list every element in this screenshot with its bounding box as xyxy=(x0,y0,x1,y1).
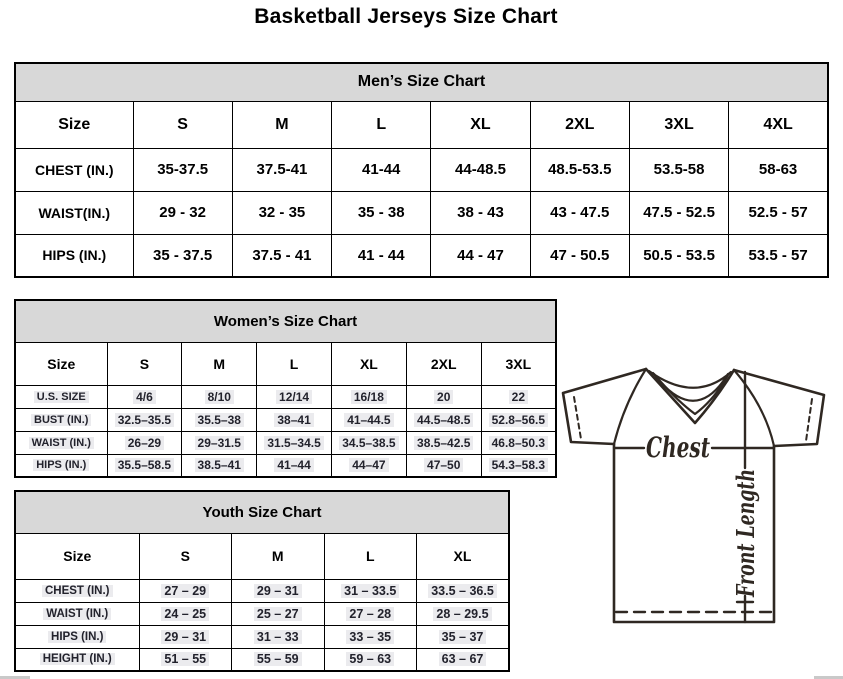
measurement-cell: 35.5–58.5 xyxy=(107,454,182,477)
measurement-cell: 41-44 xyxy=(332,148,431,191)
table-title-row xyxy=(15,491,509,533)
measurement-cell: 46.8–50.3 xyxy=(481,431,556,454)
column-header: S xyxy=(133,101,232,148)
jersey-left-cuff-stitch xyxy=(574,397,581,439)
measurement-cell: 38 - 43 xyxy=(431,191,530,234)
row-label: WAIST (IN.) xyxy=(15,431,107,454)
measurement-cell: 31 – 33.5 xyxy=(324,579,417,602)
jersey-measurement-diagram xyxy=(556,360,840,672)
column-header: S xyxy=(107,342,182,385)
column-header: S xyxy=(139,533,232,579)
measurement-cell: 31 – 33 xyxy=(232,625,325,648)
column-header: M xyxy=(182,342,257,385)
measurement-cell: 37.5-41 xyxy=(232,148,331,191)
table-title: Youth Size Chart xyxy=(15,491,509,533)
measurement-cell: 25 – 27 xyxy=(232,602,325,625)
table-title-row xyxy=(15,63,828,101)
measurement-cell: 35-37.5 xyxy=(133,148,232,191)
column-header: 3XL xyxy=(481,342,556,385)
column-header-row xyxy=(15,101,828,148)
table-row xyxy=(15,579,509,602)
youth-size-table xyxy=(14,490,510,672)
jersey-right-cuff-stitch xyxy=(806,399,812,441)
row-label: HIPS (IN.) xyxy=(15,234,133,277)
measurement-cell: 32.5–35.5 xyxy=(107,408,182,431)
table-title: Men’s Size Chart xyxy=(15,63,828,101)
measurement-cell: 22 xyxy=(481,385,556,408)
measurement-cell: 41–44.5 xyxy=(331,408,406,431)
column-header: L xyxy=(332,101,431,148)
measurement-cell: 52.5 - 57 xyxy=(729,191,828,234)
measurement-cell: 35 - 38 xyxy=(332,191,431,234)
table-row xyxy=(15,648,509,671)
measurement-cell: 16/18 xyxy=(331,385,406,408)
column-header-row xyxy=(15,533,509,579)
column-header: M xyxy=(232,101,331,148)
table-row xyxy=(15,234,828,277)
measurement-cell: 29 – 31 xyxy=(139,625,232,648)
measurement-cell: 33 – 35 xyxy=(324,625,417,648)
column-header: L xyxy=(257,342,332,385)
row-label: HIPS (IN.) xyxy=(15,454,107,477)
row-label: WAIST (IN.) xyxy=(15,602,139,625)
row-label: HEIGHT (IN.) xyxy=(15,648,139,671)
measurement-cell: 32 - 35 xyxy=(232,191,331,234)
measurement-cell: 52.8–56.5 xyxy=(481,408,556,431)
column-header: XL xyxy=(431,101,530,148)
column-header: Size xyxy=(15,101,133,148)
measurement-cell: 27 – 29 xyxy=(139,579,232,602)
jersey-right-armhole-seam xyxy=(734,370,774,446)
row-label: U.S. SIZE xyxy=(15,385,107,408)
column-header: Size xyxy=(15,342,107,385)
row-label: WAIST(IN.) xyxy=(15,191,133,234)
row-label: CHEST (IN.) xyxy=(15,148,133,191)
column-header: 2XL xyxy=(406,342,481,385)
column-header: 3XL xyxy=(629,101,728,148)
mens-size-table xyxy=(14,62,829,278)
measurement-cell: 44–47 xyxy=(331,454,406,477)
row-label: CHEST (IN.) xyxy=(15,579,139,602)
measurement-cell: 51 – 55 xyxy=(139,648,232,671)
measurement-cell: 35 - 37.5 xyxy=(133,234,232,277)
table-title: Women’s Size Chart xyxy=(15,300,556,342)
womens-size-table xyxy=(14,299,557,478)
measurement-cell: 35.5–38 xyxy=(182,408,257,431)
measurement-cell: 59 – 63 xyxy=(324,648,417,671)
measurement-cell: 48.5-53.5 xyxy=(530,148,629,191)
measurement-cell: 47–50 xyxy=(406,454,481,477)
measurement-cell: 12/14 xyxy=(257,385,332,408)
table-row xyxy=(15,148,828,191)
measurement-cell: 47 - 50.5 xyxy=(530,234,629,277)
row-label: HIPS (IN.) xyxy=(15,625,139,648)
measurement-cell: 41 - 44 xyxy=(332,234,431,277)
column-header: 4XL xyxy=(729,101,828,148)
table-title-row xyxy=(15,300,556,342)
measurement-cell: 27 – 28 xyxy=(324,602,417,625)
measurement-cell: 37.5 - 41 xyxy=(232,234,331,277)
table-row xyxy=(15,602,509,625)
measurement-cell: 44-48.5 xyxy=(431,148,530,191)
measurement-cell: 29 - 32 xyxy=(133,191,232,234)
table-row xyxy=(15,454,556,477)
page-title: Basketball Jerseys Size Chart xyxy=(254,5,558,28)
table-row xyxy=(15,431,556,454)
measurement-cell: 63 – 67 xyxy=(417,648,510,671)
measurement-cell: 20 xyxy=(406,385,481,408)
column-header: M xyxy=(232,533,325,579)
measurement-cell: 4/6 xyxy=(107,385,182,408)
measurement-cell: 34.5–38.5 xyxy=(331,431,406,454)
measurement-cell: 47.5 - 52.5 xyxy=(629,191,728,234)
measurement-cell: 58-63 xyxy=(729,148,828,191)
column-header: XL xyxy=(417,533,510,579)
measurement-cell: 26–29 xyxy=(107,431,182,454)
measurement-cell: 53.5 - 57 xyxy=(729,234,828,277)
measurement-cell: 8/10 xyxy=(182,385,257,408)
measurement-cell: 44 - 47 xyxy=(431,234,530,277)
measurement-cell: 33.5 – 36.5 xyxy=(417,579,510,602)
measurement-cell: 54.3–58.3 xyxy=(481,454,556,477)
measurement-cell: 35 – 37 xyxy=(417,625,510,648)
column-header: 2XL xyxy=(530,101,629,148)
measurement-cell: 53.5-58 xyxy=(629,148,728,191)
column-header-row xyxy=(15,342,556,385)
measurement-cell: 41–44 xyxy=(257,454,332,477)
measurement-cell: 29–31.5 xyxy=(182,431,257,454)
column-header: L xyxy=(324,533,417,579)
row-label: BUST (IN.) xyxy=(15,408,107,431)
table-row xyxy=(15,385,556,408)
front-length-label: Front Length xyxy=(731,419,760,597)
chest-label: Chest xyxy=(646,431,711,464)
measurement-cell: 43 - 47.5 xyxy=(530,191,629,234)
table-row xyxy=(15,191,828,234)
measurement-cell: 38–41 xyxy=(257,408,332,431)
measurement-cell: 31.5–34.5 xyxy=(257,431,332,454)
table-row xyxy=(15,408,556,431)
column-header: XL xyxy=(331,342,406,385)
measurement-cell: 50.5 - 53.5 xyxy=(629,234,728,277)
measurement-cell: 29 – 31 xyxy=(232,579,325,602)
jersey-left-armhole-seam xyxy=(614,369,646,444)
measurement-cell: 44.5–48.5 xyxy=(406,408,481,431)
measurement-cell: 28 – 29.5 xyxy=(417,602,510,625)
measurement-cell: 24 – 25 xyxy=(139,602,232,625)
column-header: Size xyxy=(15,533,139,579)
measurement-cell: 38.5–42.5 xyxy=(406,431,481,454)
table-row xyxy=(15,625,509,648)
measurement-cell: 38.5–41 xyxy=(182,454,257,477)
measurement-cell: 55 – 59 xyxy=(232,648,325,671)
